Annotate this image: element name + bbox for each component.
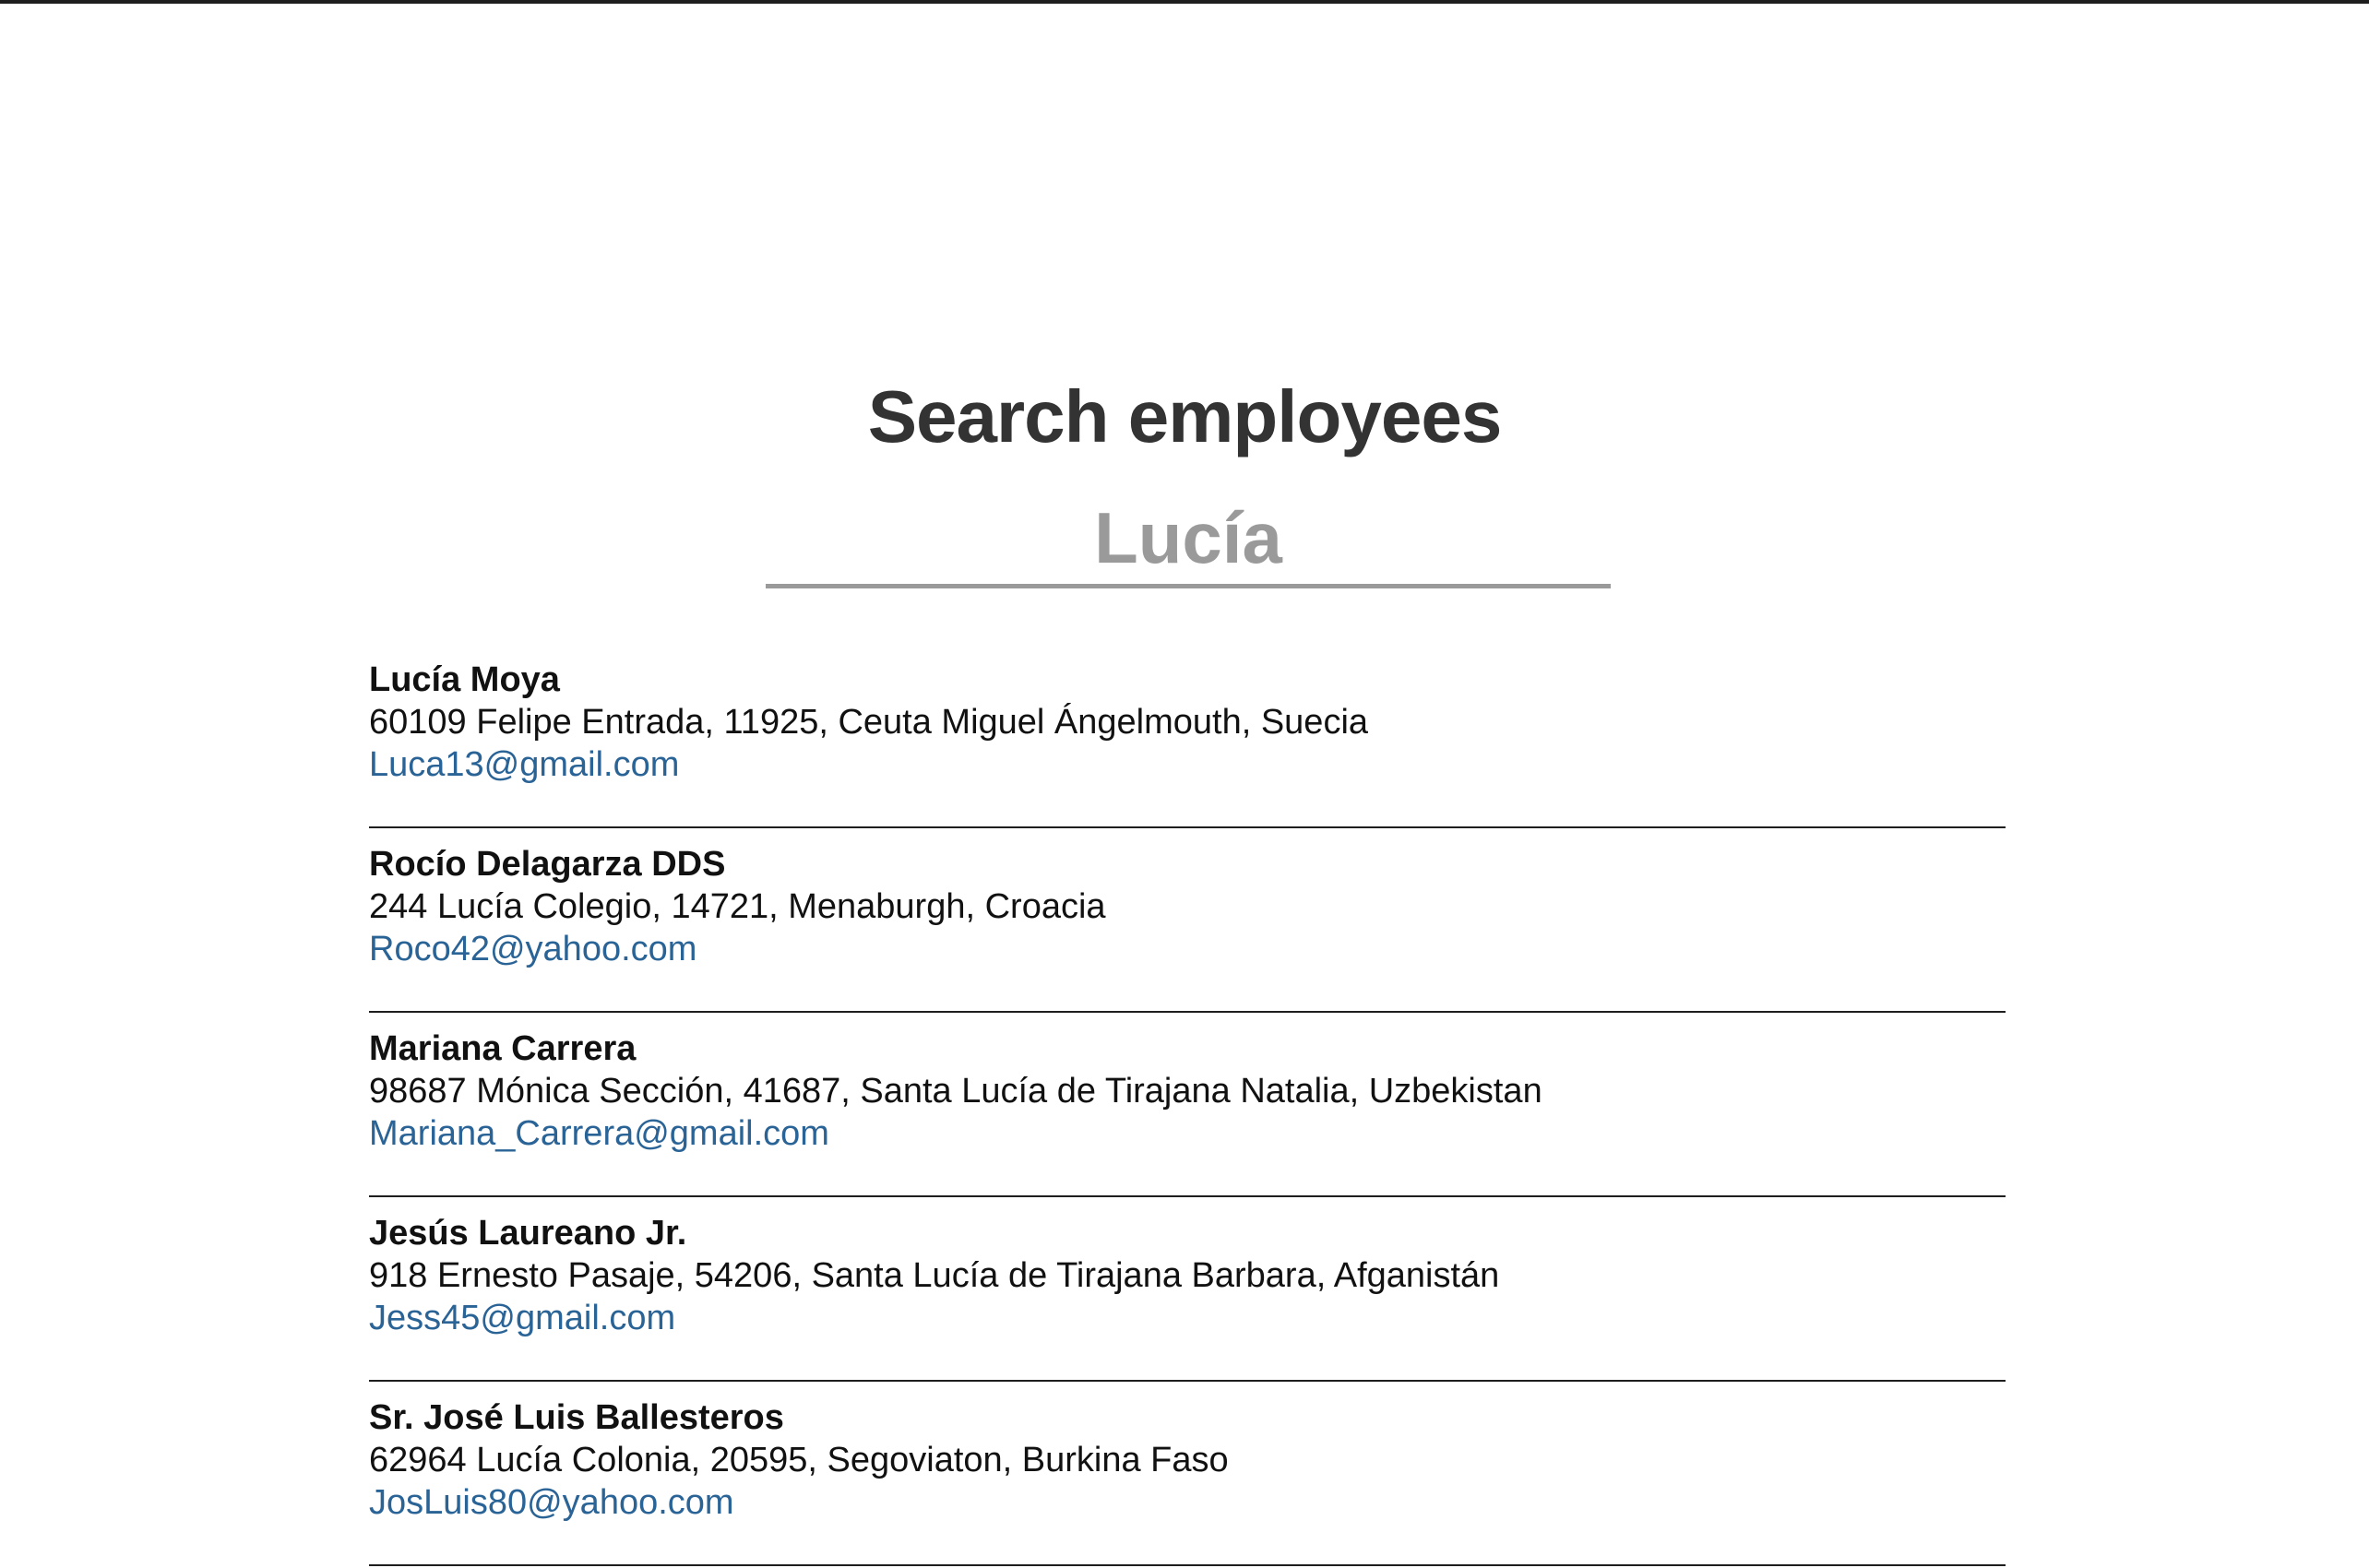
employee-address: 98687 Mónica Sección, 41687, Santa Lucía de Tirajana Natalia, Uzbekistan [369,1072,1542,1111]
employee-name: Mariana Carrera [369,1029,637,1068]
employee-row [369,646,2006,828]
employee-address: 918 Ernesto Pasaje, 54206, Santa Lucía de Tirajana Barbara, Afganistán [369,1256,1500,1295]
employee-name: Sr. José Luis Ballesteros [369,1398,784,1437]
employee-name: Rocío Delagarza DDS [369,845,726,884]
employee-email-link[interactable]: Mariana_Carrera@gmail.com [369,1114,829,1153]
top-border [0,0,2369,4]
employee-row [369,1199,2006,1382]
page-title: Search employees [867,375,1502,457]
employee-address: 62964 Lucía Colonia, 20595, Segoviaton, Burkina Faso [369,1441,1229,1479]
employee-email-link[interactable]: Luca13@gmail.com [369,745,680,784]
employee-address: 60109 Felipe Entrada, 11925, Ceuta Miguel Ángelmouth, Suecia [369,703,1369,742]
employee-row [369,1015,2006,1197]
employee-address: 244 Lucía Colegio, 14721, Menaburgh, Croacia [369,887,1106,926]
search-input[interactable] [766,493,1611,584]
employee-list [369,646,2006,1566]
employee-name: Lucía Moya [369,660,560,699]
search-field[interactable] [766,493,1611,588]
employee-name: Jesús Laureano Jr. [369,1214,687,1253]
employee-email-link[interactable]: JosLuis80@yahoo.com [369,1483,734,1522]
employee-email-link[interactable]: Roco42@yahoo.com [369,930,697,968]
employee-row [369,1384,2006,1566]
employee-row [369,830,2006,1013]
employee-email-link[interactable]: Jess45@gmail.com [369,1299,676,1337]
